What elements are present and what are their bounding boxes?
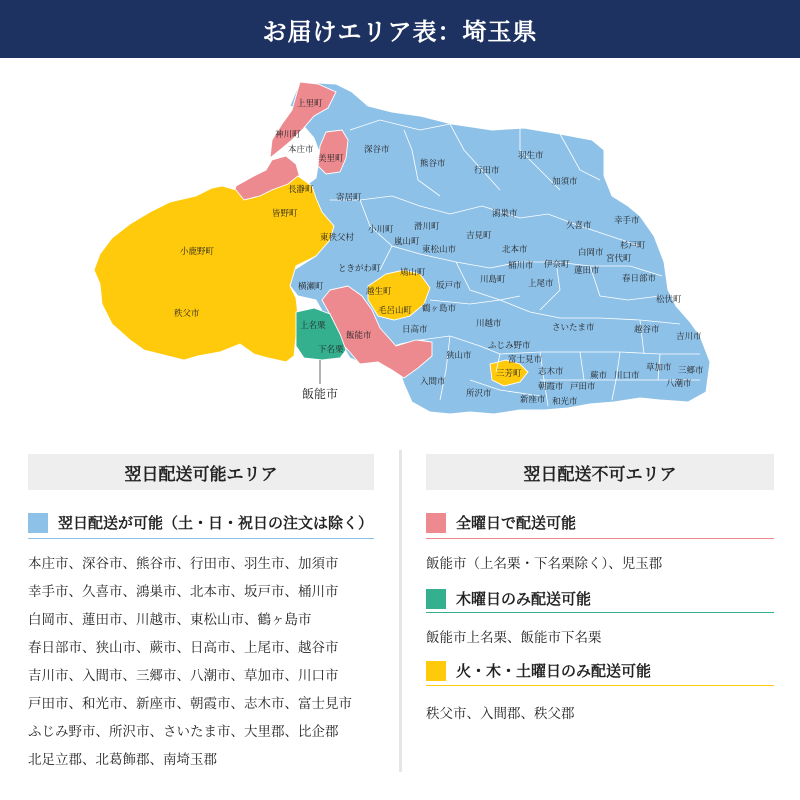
- all-days-legend-label: 全曜日で配送可能: [456, 514, 577, 532]
- map-label: 蕨市: [590, 371, 608, 381]
- all-days-areas: 飯能市（上名栗・下名栗除く）、児玉郡: [426, 556, 663, 572]
- map-label: 東松山市: [422, 245, 457, 255]
- map-label: 八潮市: [666, 379, 692, 389]
- thursday-only-areas: 飯能市上名栗、飯能市下名栗: [426, 630, 602, 646]
- next-day-city-line: 白岡市、蓮田市、川越市、東松山市、鶴ヶ島市: [28, 612, 312, 628]
- map-label: 桶川市: [508, 261, 534, 271]
- map-label: 上里町: [297, 99, 323, 109]
- map-label: 嵐山町: [394, 237, 420, 247]
- map-label: 鳩山町: [400, 268, 426, 278]
- column-divider: [399, 450, 402, 772]
- hanno-callout-label: 飯能市: [302, 387, 339, 401]
- map-label: 毛呂山町: [378, 306, 413, 316]
- map-label: 朝霞市: [538, 382, 564, 392]
- map-label: 川越市: [476, 319, 502, 329]
- next-day-city-line: 春日部市、狭山市、蕨市、日高市、上尾市、越谷市: [28, 640, 339, 656]
- map-label: さいたま市: [552, 323, 595, 333]
- map-label: 深谷市: [364, 145, 390, 155]
- map-label: 下名栗: [318, 345, 344, 355]
- map-label: 上尾市: [528, 279, 554, 289]
- map-label: 吉川市: [676, 332, 702, 342]
- fri-thu-sat-swatch: [426, 661, 446, 681]
- next-day-section-title-text: 翌日配送可能エリア: [124, 464, 278, 485]
- map-label: 富士見市: [508, 355, 543, 365]
- map-label: 狭山市: [446, 351, 472, 361]
- next-day-swatch: [28, 513, 48, 533]
- map-label: 越谷市: [634, 325, 660, 335]
- map-label: 久喜市: [566, 221, 592, 231]
- not-next-day-section-title: [426, 454, 774, 490]
- map-label: 熊谷市: [420, 159, 446, 169]
- thursday-only-legend-underline: [426, 612, 774, 613]
- fri-thu-sat-legend: [426, 660, 651, 681]
- page-title: お届けエリア表：埼玉県: [262, 17, 538, 46]
- map-label: 三郷市: [678, 366, 704, 376]
- map-label: 幸手市: [614, 216, 640, 226]
- all-days-swatch: [426, 513, 446, 533]
- map-label: 小鹿野町: [180, 247, 215, 257]
- map-label: 川島町: [480, 275, 506, 285]
- map-label: 神川町: [275, 130, 301, 140]
- map-label: 所沢市: [466, 389, 492, 399]
- map-label: 滑川町: [414, 222, 440, 232]
- map-label: 長瀞町: [288, 185, 314, 195]
- next-day-city-line: 本庄市、深谷市、熊谷市、行田市、羽生市、加須市: [28, 556, 339, 572]
- map-label: 坂戸市: [436, 281, 462, 291]
- next-day-city-line: 吉川市、入間市、三郷市、八潮市、草加市、川口市: [28, 668, 339, 684]
- map-label: 飯能市: [346, 331, 372, 341]
- map-label: 日高市: [402, 325, 428, 335]
- map-label: 寄居町: [336, 193, 362, 203]
- map-label: 北本市: [502, 245, 528, 255]
- saitama-delivery-map: [0, 58, 800, 418]
- map-label: 新座市: [520, 395, 546, 405]
- thursday-only-legend: [426, 588, 591, 609]
- map-label: 川口市: [614, 371, 640, 381]
- next-day-legend-underline: [28, 538, 374, 539]
- next-day-city-line: 北足立郡、北葛飾郡、南埼玉郡: [28, 752, 217, 768]
- map-label: 松伏町: [656, 295, 682, 305]
- map-label: 宮代町: [606, 254, 632, 264]
- not-next-day-section-title-text: 翌日配送不可エリア: [523, 464, 677, 485]
- map-label: 東秩父村: [320, 233, 355, 243]
- next-day-city-line: ふじみ野市、所沢市、さいたま市、大里郡、比企郡: [28, 724, 339, 740]
- map-label: 春日部市: [622, 274, 657, 284]
- map-label: 三芳町: [496, 369, 522, 379]
- map-label: 鴻巣市: [492, 209, 518, 219]
- map-label: ふじみ野市: [488, 341, 531, 351]
- map-label: 伊奈町: [544, 260, 570, 270]
- map-label: 横瀬町: [298, 282, 324, 292]
- map-label: 草加市: [646, 363, 672, 373]
- map-label: 小川町: [368, 225, 394, 235]
- map-label: 戸田市: [570, 382, 596, 392]
- fri-thu-sat-legend-underline: [426, 685, 774, 686]
- map-label: 吉見町: [466, 231, 492, 241]
- next-day-section-title: [28, 454, 374, 490]
- fri-thu-sat-areas: 秩父市、入間郡、秩父郡: [426, 706, 575, 722]
- map-label: 入間市: [420, 377, 446, 387]
- map-label: 鶴ヶ島市: [422, 304, 457, 314]
- map-label: 志木市: [538, 367, 564, 377]
- map-label: 行田市: [474, 166, 500, 176]
- map-label: 和光市: [552, 397, 578, 407]
- next-day-legend: [28, 512, 373, 533]
- map-label: 加須市: [552, 177, 578, 187]
- next-day-city-line: 戸田市、和光市、新座市、朝霞市、志木市、富士見市: [28, 696, 352, 712]
- page-header: [0, 0, 800, 58]
- all-days-legend: [426, 512, 576, 533]
- map-label: 越生町: [366, 287, 392, 297]
- all-days-legend-underline: [426, 538, 774, 539]
- next-day-legend-label: 翌日配送が可能（土・日・祝日の注文は除く）: [58, 514, 374, 532]
- map-label: 本庄市: [288, 145, 314, 155]
- map-label: 羽生市: [518, 151, 544, 161]
- map-label: 白岡市: [578, 248, 604, 258]
- next-day-city-line: 幸手市、久喜市、鴻巣市、北本市、坂戸市、桶川市: [28, 584, 339, 600]
- map-label: 杉戸町: [620, 241, 646, 251]
- thursday-only-swatch: [426, 589, 446, 609]
- map-label: 上名栗: [300, 321, 326, 331]
- map-svg: [0, 58, 800, 418]
- map-label: ときがわ町: [338, 264, 381, 274]
- map-label: 秩父市: [174, 309, 200, 319]
- map-label: 皆野町: [272, 209, 298, 219]
- map-label: 蓮田市: [574, 266, 600, 276]
- map-label: 美里町: [318, 154, 344, 164]
- fri-thu-sat-legend-label: 火・木・土曜日のみ配送可能: [456, 662, 652, 680]
- thursday-only-legend-label: 木曜日のみ配送可能: [456, 590, 592, 608]
